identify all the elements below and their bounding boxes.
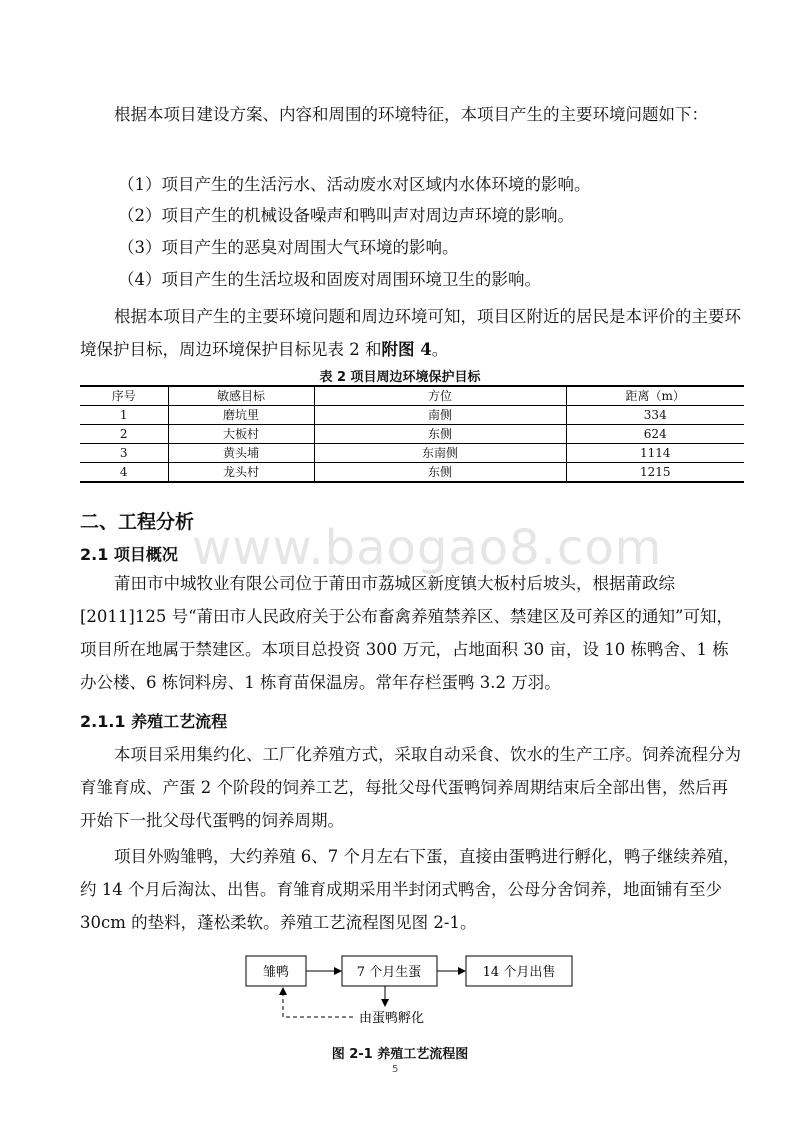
cell-index: 2 [119,427,128,441]
protection-paragraph [80,300,744,366]
table-header-row [80,386,744,406]
protection-text: 根据本项目产生的主要环境问题和周边环境可知，项目区附近的居民是本评价的主要环境保护目标，周边环境保护目标见表 2 和 [80,307,741,359]
flow-loop-arrow [283,988,353,1017]
flow-box-laying-label: 7 个月生蛋 [356,965,422,980]
section-heading: 二、工程分析 [80,511,195,533]
header-index: 序号 [111,389,136,403]
page-number: 5 [392,1064,399,1075]
cell-distance: 624 [566,425,744,444]
header-target: 敏感目标 [168,386,314,406]
protection-end: 。 [431,340,449,359]
flow-box-sale-label: 14 个月出售 [482,965,556,980]
table-row [80,463,744,483]
issue-item-3: （3）项目产生的恶臭对周围大气环境的影响。 [118,238,459,257]
cell-direction: 东南侧 [314,444,566,463]
cell-distance: 334 [566,406,744,425]
cell-direction: 东侧 [314,425,566,444]
table-caption: 表 2 项目周边环境保护目标 [319,370,481,385]
subsection-heading-process: 2.1.1 养殖工艺流程 [80,712,228,731]
table-row [80,444,744,463]
process-flow-diagram [235,950,580,1028]
cell-index: 3 [119,446,128,460]
intro-paragraph: 根据本项目建设方案、内容和周围的环境特征，本项目产生的主要环境问题如下： [114,105,708,124]
figure-caption-text: 图 2-1 养殖工艺流程图 [331,1047,469,1062]
subsection-heading-overview: 2.1 项目概况 [80,545,178,564]
cell-distance: 1215 [566,463,744,483]
cell-direction: 南侧 [314,406,566,425]
protection-table [80,385,744,483]
header-direction: 方位 [314,386,566,406]
issue-item-2: （2）项目产生的机械设备噪声和鸭叫声对周边声环境的影响。 [118,206,574,225]
table-row [80,425,744,444]
process-paragraph-2: 项目外购雏鸭，大约养殖 6、7 个月左右下蛋，直接由蛋鸭进行孵化，鸭子继续养殖，约 14 个月后淘汰、出售。育雏育成期采用半封闭式鸭舍，公母分舍饲养，地面铺有至少 30cm 的垫料，蓬松柔软。养殖工艺流程图见图 2-1。 [80,847,740,932]
watermark: www.baogao8.com [192,520,663,576]
issue-item-4: （4）项目产生的生活垃圾和固废对周围环境卫生的影响。 [118,270,541,289]
cell-target: 大板村 [168,425,314,444]
table-row [80,406,744,425]
flow-loop-label: 由蛋鸭孵化 [359,1011,425,1026]
cell-direction: 东侧 [314,463,566,483]
flow-box-ducklings-label: 雏鸭 [262,965,290,980]
cell-target: 龙头村 [168,463,314,483]
issue-item-1: （1）项目产生的生活污水、活动废水对区域内水体环境的影响。 [118,175,591,194]
process-paragraph-1: 本项目采用集约化、工厂化养殖方式，采取自动采食、饮水的生产工序。饲养流程分为育雏育成、产蛋 2 个阶段的饲养工艺，每批父母代蛋鸭饲养周期结束后全部出售，然后再开始下一批父母代蛋鸭的饲养周期。 [80,745,741,830]
cell-target: 磨坑里 [168,406,314,425]
cell-target: 黄头埔 [168,444,314,463]
figure-ref: 附图 4 [381,340,432,359]
cell-index: 4 [119,465,128,479]
header-distance: 距离（m） [566,386,744,406]
cell-index: 1 [119,408,128,422]
figure-caption [0,1043,800,1062]
overview-paragraph: 莆田市中城牧业有限公司位于莆田市荔城区新度镇大板村后坡头，根据莆政综[2011]125 号“莆田市人民政府关于公布畜禽养殖禁养区、禁建区及可养区的通知”可知，项目所在地属于禁建区。本项目总投资 300 万元，占地面积 30 亩，设 10 栋鸭舍、1 栋办公楼、6 栋饲料房、1 栋育苗保温房。常年存栏蛋鸭 3.2 万羽。 [80,574,733,692]
cell-distance: 1114 [566,444,744,463]
